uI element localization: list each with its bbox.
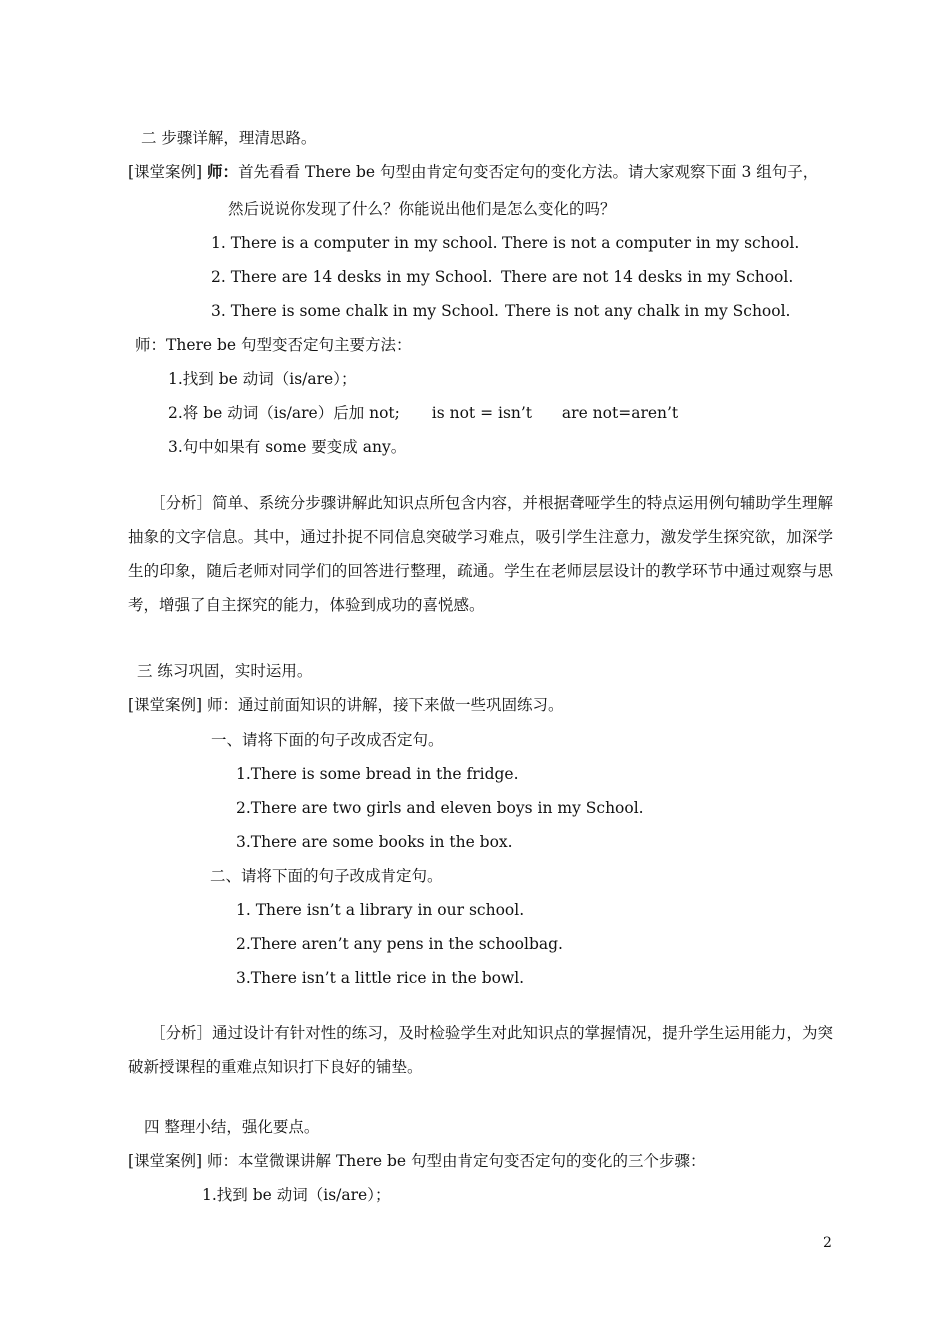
example-affirmative-1: 1. There is a computer in my school. bbox=[211, 234, 498, 252]
method-step-2 bbox=[168, 403, 678, 423]
example-negative-2: There are not 14 desks in my School. bbox=[501, 268, 794, 286]
contraction-are-not: are not=aren’t bbox=[561, 404, 679, 422]
example-affirmative-2: 2. There are 14 desks in my School. bbox=[211, 268, 493, 286]
exercise1-item-2: 2.There are two girls and eleven boys in my School. bbox=[236, 799, 644, 817]
exercise1-item-3: 3.There are some books in the box. bbox=[236, 833, 513, 851]
method-title: 师：There be 句型变否定句主要方法： bbox=[135, 336, 412, 354]
section2-heading: 二 步骤详解，理清思路。 bbox=[141, 129, 317, 147]
intro-text-1: 首先看看 There be 句型由肯定句变否定句的变化方法。请大家观察下面 3 组句子， bbox=[238, 163, 819, 181]
exercise2-item-2: 2.There aren’t any pens in the schoolbag. bbox=[236, 935, 563, 953]
example-negative-1: There is not a computer in my school. bbox=[502, 234, 800, 252]
method-step-2-text: 2.将 be 动词（is/are）后加 not; bbox=[168, 404, 400, 422]
section3-heading: 三 练习巩固，实时运用。 bbox=[137, 662, 313, 680]
exercise2-title: 二、请将下面的句子改成肯定句。 bbox=[210, 867, 443, 885]
example-affirmative-3: 3. There is some chalk in my School. bbox=[211, 302, 499, 320]
section4-step-1: 1.找到 be 动词（is/are）； bbox=[202, 1186, 391, 1204]
method-step-1: 1.找到 be 动词（is/are）； bbox=[168, 370, 357, 388]
teacher-label: 师： bbox=[207, 162, 239, 181]
exercise2-item-1: 1. There isn’t a library in our school. bbox=[236, 901, 525, 919]
exercise2-item-3: 3.There isn’t a little rice in the bowl. bbox=[236, 969, 525, 987]
exercise1-title: 一、请将下面的句子改成否定句。 bbox=[211, 731, 444, 749]
case-prefix: [课堂案例] bbox=[128, 163, 203, 181]
page-number: 2 bbox=[823, 1235, 832, 1251]
section3-analysis: ［分析］通过设计有针对性的练习，及时检验学生对此知识点的掌握情况，提升学生运用能力，为突破新授课程的重难点知识打下良好的铺垫。 bbox=[128, 1024, 833, 1076]
section3-case-line: [课堂案例] 师：通过前面知识的讲解，接下来做一些巩固练习。 bbox=[128, 696, 564, 714]
section2-case-line bbox=[128, 162, 818, 182]
section4-heading: 四 整理小结，强化要点。 bbox=[144, 1118, 320, 1136]
section4-case-line: [课堂案例] 师：本堂微课讲解 There be 句型由肯定句变否定句的变化的三个步骤： bbox=[128, 1152, 706, 1170]
example-negative-3: There is not any chalk in my School. bbox=[505, 302, 791, 320]
method-step-3: 3.句中如果有 some 要变成 any。 bbox=[168, 438, 407, 456]
contraction-is-not: is not = isn’t bbox=[431, 404, 533, 422]
exercise1-item-1: 1.There is some bread in the fridge. bbox=[236, 765, 519, 783]
section2-analysis: ［分析］简单、系统分步骤讲解此知识点所包含内容，并根据聋哑学生的特点运用例句辅助学生理解抽象的文字信息。其中，通过扑捉不同信息突破学习难点，吸引学生注意力，激发学生探究欲，加深学生的印象，随后老师对同学们的回答进行整理，疏通。学生在老师层层设计的教学环节中通过观察与思考，增强了自主探究的能力，体验到成功的喜悦感。 bbox=[128, 494, 833, 614]
intro-text-2: 然后说说你发现了什么？你能说出他们是怎么变化的吗？ bbox=[228, 200, 616, 218]
